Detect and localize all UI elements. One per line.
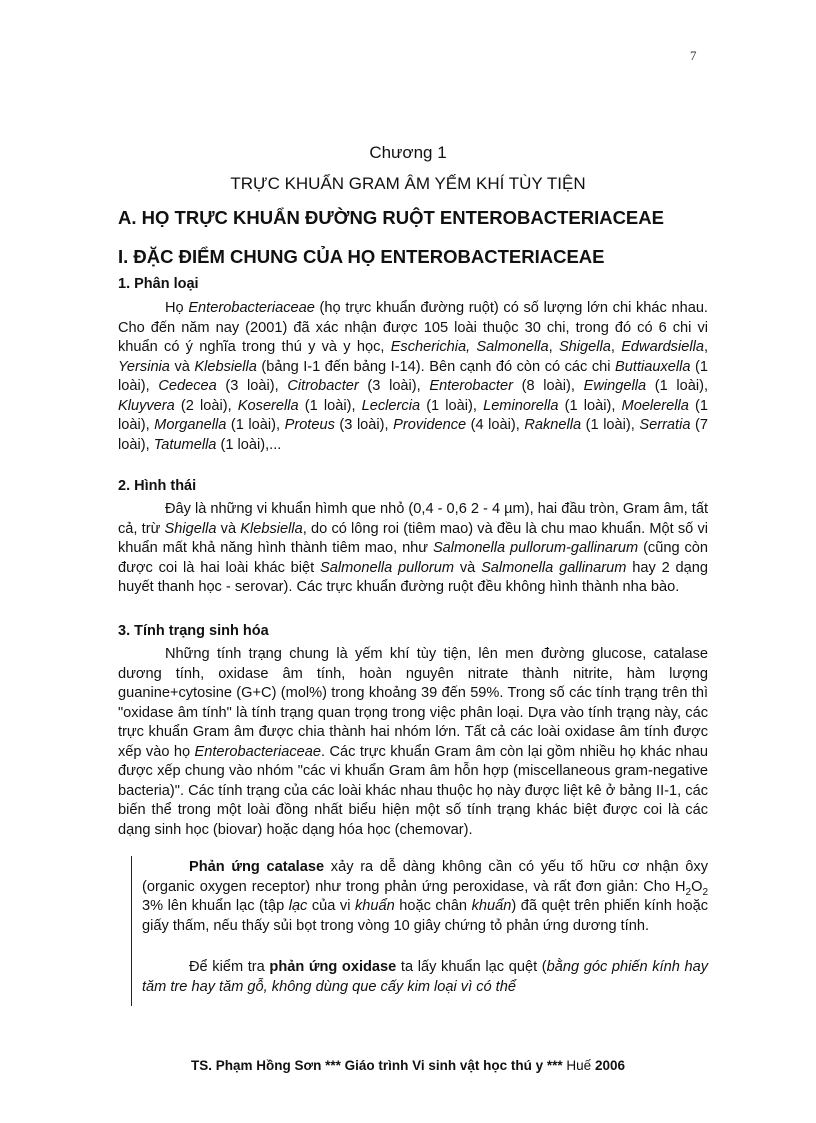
- italic-text: Enterobacteriaceae: [188, 300, 315, 316]
- section-title-biochemistry: 3. Tính trạng sinh hóa: [118, 623, 269, 639]
- bold-text: phản ứng oxidase: [269, 959, 397, 975]
- text-run: (họ trực khuẩn đường ruột) có số lượng lớn chi khác nhau. Cho đến năm nay (2001) đã xác nhận được 105 loài thuộc 30 chi, trong đó có 6 chi vi khuẩn có ý nghĩa trong thú y và y học,: [118, 300, 708, 355]
- text-run: (1 loài),: [581, 417, 640, 433]
- heading-i: I. ĐẶC ĐIỂM CHUNG CỦA HỌ ENTEROBACTERIACEAE: [118, 246, 605, 267]
- text-run: ,: [548, 339, 559, 355]
- italic-text: Providence: [393, 417, 467, 433]
- italic-text: khuẩn: [471, 898, 512, 914]
- footer-place: Huế: [566, 1058, 592, 1073]
- text-run: Họ: [165, 300, 189, 316]
- text-run: xảy ra dễ dàng không cần có yếu tố hữu cơ nhận ôxy (organic oxygen receptor) như trong phản ứng peroxidase, và rất đơn giản: Cho H: [142, 859, 708, 895]
- text-run: , do có lông roi (tiêm mao) và đều là chu mao khuẩn. Một số vi khuẩn mất khả năng hình thành tiêm mao, như: [118, 520, 708, 556]
- text-run: (3 loài),: [358, 378, 430, 394]
- text-run: 3% lên khuẩn lạc (tập: [142, 898, 289, 914]
- text-run: (3 loài),: [334, 417, 394, 433]
- italic-text: Shigella: [164, 520, 217, 537]
- text-run: ,: [703, 339, 709, 355]
- section-paragraph-biochemistry: [118, 645, 708, 840]
- italic-text: bằng góc phiến kính hay tăm tre hay tăm gỗ, không dùng que cấy kim loại vì có thể: [142, 959, 708, 995]
- text-run: (3 loài),: [216, 378, 288, 394]
- italic-text: Serratia: [639, 417, 691, 433]
- italic-text: Moelerella: [621, 397, 689, 414]
- italic-text: Escherichia, Salmonella: [390, 339, 549, 355]
- text-run: O: [691, 878, 703, 895]
- italic-text: lạc: [288, 898, 308, 914]
- italic-text: Shigella: [558, 339, 611, 355]
- text-run: (1 loài),...: [216, 436, 282, 453]
- text-run: của vi: [307, 898, 355, 914]
- chapter-number: Chương 1: [369, 143, 447, 162]
- italic-text: Klebsiella: [194, 358, 257, 375]
- text-run: (1 loài),: [118, 397, 708, 433]
- text-run: (1 loài),: [118, 358, 708, 394]
- page-footer: [0, 1058, 816, 1073]
- italic-text: Leminorella: [483, 397, 559, 414]
- italic-text: Proteus: [284, 417, 335, 433]
- italic-text: Ewingella: [583, 378, 647, 394]
- text-run: và: [169, 358, 195, 375]
- italic-text: Salmonella gallinarum: [481, 559, 627, 576]
- italic-text: Enterobacter: [429, 378, 513, 394]
- page-number: 7: [690, 48, 697, 63]
- text-run: (1 loài),: [558, 397, 622, 414]
- italic-text: Koserella: [237, 397, 299, 414]
- italic-text: Morganella: [154, 417, 227, 433]
- text-run: hay 2 dạng huyết thanh học - serovar). Các trực khuẩn đường ruột đều không hình thành nha bào.: [118, 559, 708, 595]
- italic-text: Salmonella pullorum-gallinarum: [432, 540, 639, 556]
- text-run: Để kiểm tra: [189, 959, 270, 975]
- text-run: và: [216, 520, 241, 537]
- note-box: [131, 856, 714, 1006]
- text-run: (4 loài),: [466, 417, 525, 433]
- italic-text: Leclercia: [361, 397, 421, 414]
- text-run: ) đã quệt trên phiến kính hoặc giấy thấm, nếu thấy sủi bọt trong vòng 10 giây chứng tỏ phản ứng dương tính.: [142, 898, 708, 934]
- italic-text: Citrobacter: [287, 378, 359, 394]
- italic-text: Kluyvera: [118, 397, 175, 414]
- heading-a: A. HỌ TRỰC KHUẨN ĐƯỜNG RUỘT ENTEROBACTERIACEAE: [118, 207, 664, 228]
- text-run: Những tính trạng chung là yếm khí tùy tiện, lên men đường glucose, catalase dương tính, oxidase âm tính, hoàn nguyên nitrate thành nitrite, hàm lượng guanine+cytosine (G+C) (mol%) trong khoảng 39 đến 59%. Trong số các tính trạng trên thì "oxidase âm tính" là tính trạng quan trọng trong việc phân loại. Dựa vào tính trạng này, các trực khuẩn Gram âm được chia thành hai nhóm lớn. Tất cả các loài oxidase âm tính được xếp vào họ: [118, 646, 708, 760]
- italic-text: Edwardsiella: [621, 339, 704, 355]
- note-catalase-paragraph: [142, 858, 708, 936]
- footer-year: 2006: [594, 1058, 625, 1073]
- italic-text: Buttiauxella: [615, 358, 691, 375]
- chapter-title: TRỰC KHUẨN GRAM ÂM YẾM KHÍ TÙY TIỆN: [230, 174, 586, 193]
- text-run: ta lấy khuẩn lạc quệt (: [396, 959, 547, 975]
- text-run: (8 loài),: [512, 378, 584, 394]
- section-paragraph-morphology: [118, 500, 708, 598]
- text-run: ,: [610, 339, 622, 355]
- note-oxidase-paragraph: [142, 958, 708, 997]
- italic-text: Salmonella pullorum: [320, 559, 455, 576]
- footer-author: TS. Phạm Hồng Sơn *** Giáo trình Vi sinh vật học thú y ***: [191, 1058, 563, 1073]
- text-run: (cũng còn được coi là hai loài khác biệt: [118, 540, 708, 576]
- text-run: (1 loài),: [226, 417, 285, 433]
- text-run: Đây là những vi khuẩn hìmh que nhỏ (0,4 - 0,6 2 - 4 µm), hai đầu tròn, Gram âm, tất cả, trừ: [118, 501, 709, 537]
- text-run: . Các trực khuẩn Gram âm còn lại gồm nhiều họ khác nhau được xếp chung vào nhóm "các vi khuẩn Gram âm hỗn hợp (miscellaneous gram-negative bacteria)". Các tính trạng của các loài khác nhau thuộc họ này được liệt kê ở bảng II-1, các biến thể trong một loài đồng nhất biểu hiện một số tính trạng khác biệt được coi là các dạng sinh học (biovar) hoặc dạng hóa học (chemovar).: [118, 743, 708, 838]
- text-run: (1 loài),: [298, 397, 362, 414]
- italic-text: Cedecea: [158, 378, 217, 394]
- section-title-morphology: 2. Hình thái: [118, 478, 197, 494]
- italic-text: Enterobacteriaceae: [194, 743, 322, 760]
- italic-text: Yersinia: [118, 358, 170, 375]
- text-run: và: [454, 559, 482, 576]
- subscript-text: 2: [685, 886, 692, 898]
- italic-text: Klebsiella: [240, 520, 303, 537]
- subscript-text: 2: [702, 886, 708, 898]
- text-run: (7 loài),: [118, 417, 708, 453]
- italic-text: khuẩn: [354, 898, 395, 914]
- text-run: (2 loài),: [174, 397, 238, 414]
- section-title-classification: 1. Phân loại: [118, 276, 199, 292]
- section-paragraph-classification: [118, 299, 708, 455]
- italic-text: Tatumella: [153, 436, 217, 453]
- text-run: (bảng I-1 đến bảng I-14). Bên cạnh đó còn có các chi: [256, 358, 616, 375]
- text-run: hoặc chân: [394, 898, 472, 914]
- text-run: (1 loài),: [420, 397, 484, 414]
- text-run: (1 loài),: [646, 378, 709, 394]
- bold-text: Phản ứng catalase: [189, 859, 325, 875]
- italic-text: Raknella: [524, 417, 582, 433]
